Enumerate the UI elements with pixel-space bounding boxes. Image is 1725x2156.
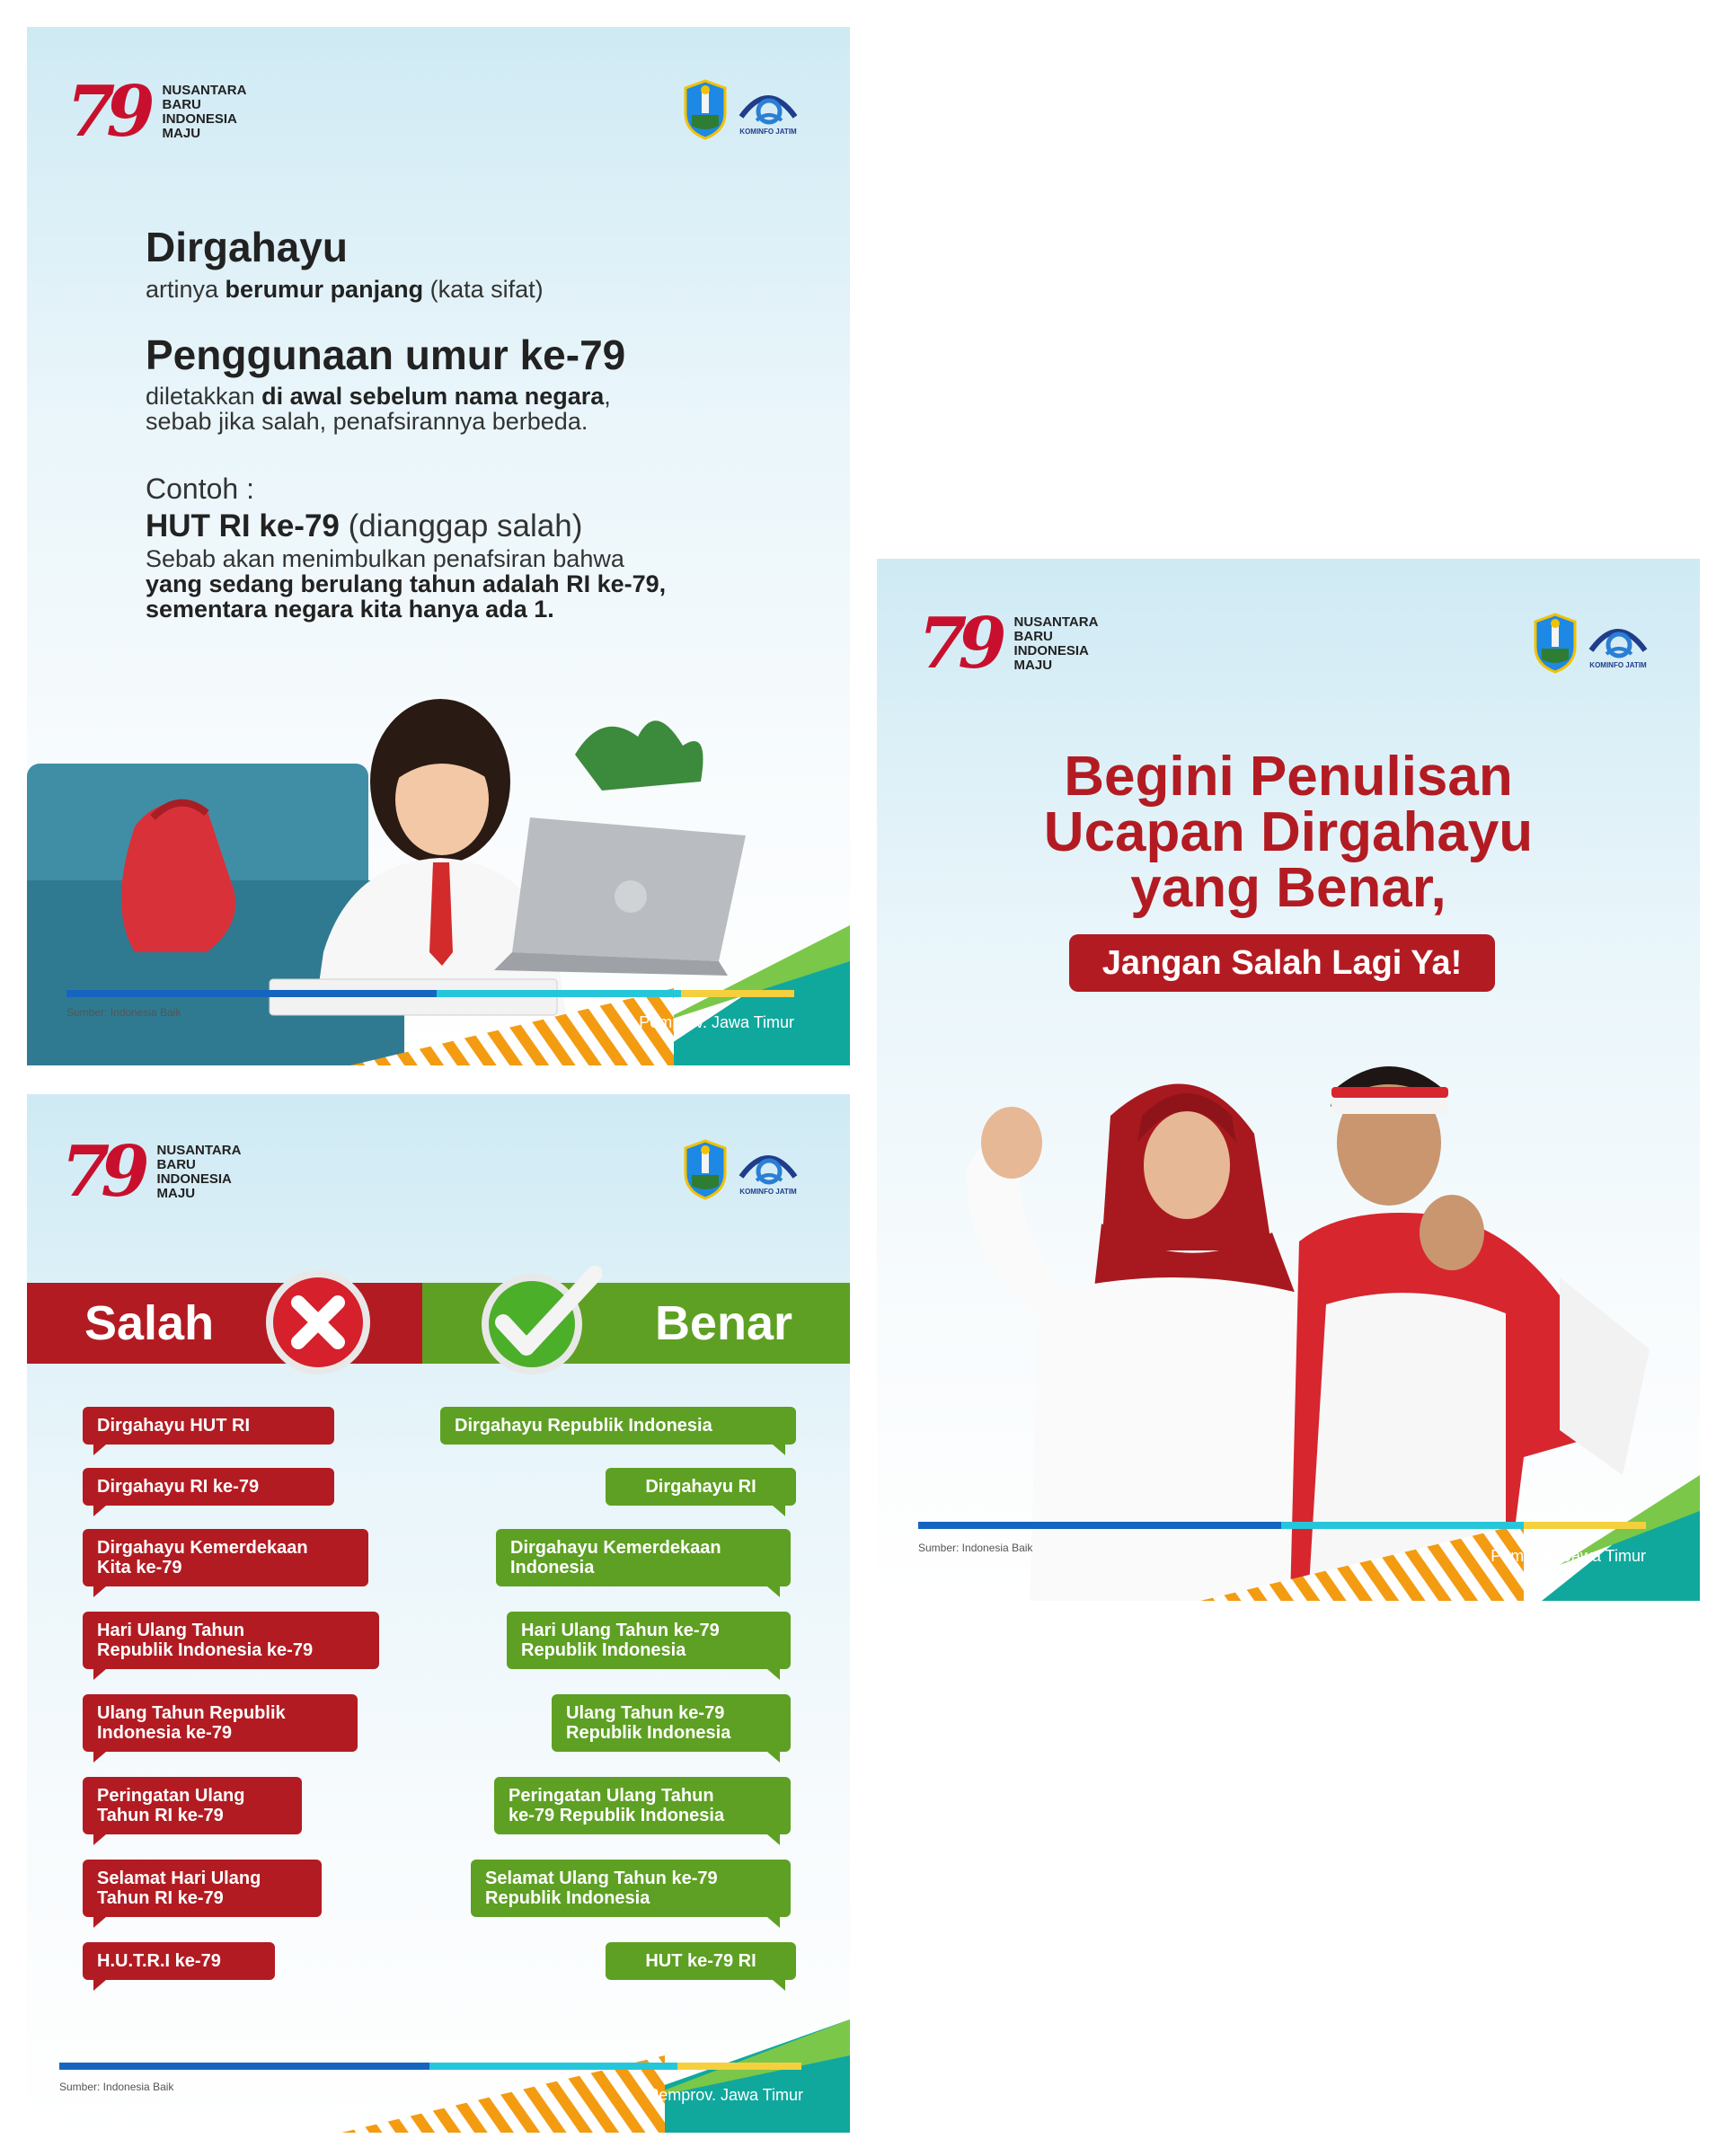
example-bold: HUT RI ke-79 [146, 508, 340, 543]
anniversary-79-logo [918, 603, 1099, 685]
logo-tagline [1014, 615, 1099, 673]
source-credit: Sumber: Indonesia Baik [66, 1006, 181, 1019]
cross-mark-icon [262, 1267, 374, 1378]
meaning-bold: berumur panjang [225, 276, 424, 303]
tagline-line: INDONESIA [156, 1171, 232, 1187]
wrong-item-text: H.U.T.R.I ke-79 [97, 1951, 221, 1971]
anniversary-79-logo [66, 71, 247, 153]
government-logos [683, 79, 800, 140]
source-credit: Sumber: Indonesia Baik [59, 2081, 174, 2093]
tagline-line: NUSANTARA [156, 1143, 242, 1158]
reason-line-1: Sebab akan menimbulkan penafsiran bahwa [146, 545, 624, 572]
kominfo-eye-icon [737, 84, 800, 126]
wrong-item [83, 1942, 275, 1980]
example-line [146, 508, 582, 544]
wrong-item-text: Selamat Hari Ulang Tahun RI ke-79 [97, 1869, 261, 1908]
tagline-line: BARU [162, 97, 201, 112]
tagline-line: MAJU [156, 1186, 196, 1201]
right-item-text: Dirgahayu Kemerdekaan Indonesia [510, 1538, 721, 1577]
example-label: Contoh : [146, 473, 254, 505]
infographic-panel-right-wrong [27, 1094, 850, 2133]
wrong-item [83, 1777, 302, 1834]
tagline-line: INDONESIA [162, 111, 237, 127]
source-credit: Sumber: Indonesia Baik [918, 1542, 1033, 1554]
footer-color-bars [918, 1522, 1646, 1529]
reason-line-3: sementara negara kita hanya ada 1. [146, 596, 554, 623]
wrong-item [83, 1468, 334, 1506]
footer-color-bars [66, 990, 794, 997]
tagline-line: NUSANTARA [1013, 614, 1099, 630]
usage-prefix: diletakkan [146, 383, 262, 410]
kominfo-logo [737, 84, 800, 136]
kominfo-logo [1587, 618, 1650, 669]
wrong-item [83, 1860, 322, 1917]
heading-dirgahayu: Dirgahayu [146, 224, 348, 270]
government-logos [1533, 613, 1650, 674]
tagline-line: INDONESIA [1013, 643, 1089, 658]
wrong-item-text: Dirgahayu HUT RI [97, 1416, 251, 1436]
hazard-stripes-decoration [350, 988, 674, 1065]
infographic-panel-meaning [27, 27, 850, 1065]
right-item-text: HUT ke-79 RI [645, 1951, 756, 1971]
wrong-item [83, 1407, 334, 1445]
kominfo-label: KOMINFO JATIM [1589, 660, 1647, 669]
meaning-text [146, 277, 544, 302]
tagline-line: MAJU [162, 126, 201, 141]
logo-tagline [157, 1144, 242, 1201]
wrong-item [83, 1612, 379, 1669]
cover-title-line-2: Ucapan Dirgahayu [1043, 801, 1534, 863]
right-item [471, 1860, 791, 1917]
wrong-label: Salah [84, 1296, 215, 1350]
meaning-prefix: artinya [146, 276, 226, 303]
logo-number: 79 [918, 603, 998, 685]
right-item-text: Hari Ulang Tahun ke-79 Republik Indonesia [521, 1621, 720, 1660]
kominfo-label: KOMINFO JATIM [739, 127, 797, 136]
wrong-item-text: Dirgahayu Kemerdekaan Kita ke-79 [97, 1538, 308, 1577]
wrong-item-text: Ulang Tahun Republik Indonesia ke-79 [97, 1703, 286, 1743]
right-item-text: Dirgahayu Republik Indonesia [455, 1416, 712, 1436]
publisher-credit: Pemprov. Jawa Timur [1491, 1547, 1646, 1565]
tagline-line: BARU [1013, 629, 1053, 644]
kominfo-eye-icon [1587, 618, 1650, 659]
heading-usage: Penggunaan umur ke-79 [146, 331, 626, 378]
right-item [440, 1407, 796, 1445]
right-item [552, 1694, 791, 1752]
hazard-stripes-decoration [1200, 1524, 1524, 1601]
reason-text [146, 546, 666, 622]
reason-line-2: yang sedang berulang tahun adalah RI ke-79, [146, 570, 667, 597]
right-item [496, 1529, 791, 1586]
cover-title-line-1: Begini Penulisan [1064, 746, 1513, 808]
right-item [494, 1777, 791, 1834]
usage-suffix: , [604, 383, 611, 410]
jatim-shield-icon [1533, 613, 1578, 674]
wrong-item-text: Hari Ulang Tahun Republik Indonesia ke-79 [97, 1621, 314, 1660]
cover-subtitle-badge: Jangan Salah Lagi Ya! [1069, 934, 1495, 992]
wrong-item-text: Dirgahayu RI ke-79 [97, 1477, 260, 1497]
right-item-text: Dirgahayu RI [645, 1477, 756, 1497]
logo-tagline [163, 84, 247, 141]
logo-number: 79 [61, 1131, 141, 1213]
right-item-text: Selamat Ulang Tahun ke-79 Republik Indonesia [485, 1869, 718, 1908]
couple-flag-illustration [877, 1008, 1700, 1601]
tagline-line: BARU [156, 1157, 196, 1172]
kominfo-eye-icon [737, 1144, 800, 1186]
publisher-credit: Pemprov. Jawa Timur [648, 2086, 803, 2104]
jatim-shield-icon [683, 1139, 728, 1200]
usage-line-2: sebab jika salah, penafsirannya berbeda. [146, 408, 588, 435]
wrong-item [83, 1694, 358, 1752]
check-mark-icon [476, 1263, 602, 1378]
jatim-shield-icon [683, 79, 728, 140]
usage-text [146, 384, 611, 434]
meaning-suffix: (kata sifat) [423, 276, 544, 303]
logo-number: 79 [66, 71, 146, 153]
usage-bold: di awal sebelum nama negara [261, 383, 605, 410]
right-item [507, 1612, 791, 1669]
wrong-item [83, 1529, 368, 1586]
publisher-credit: Pemprov. Jawa Timur [639, 1013, 794, 1031]
wrong-item-text: Peringatan Ulang Tahun RI ke-79 [97, 1786, 245, 1825]
right-item-text: Peringatan Ulang Tahun ke-79 Republik Indonesia [509, 1786, 725, 1825]
infographic-panel-cover [877, 559, 1700, 1601]
example-suffix: (dianggap salah) [339, 508, 583, 543]
footer-color-bars [59, 2063, 801, 2070]
kominfo-label: KOMINFO JATIM [739, 1187, 797, 1196]
anniversary-79-logo [61, 1131, 242, 1213]
tagline-line: MAJU [1013, 658, 1053, 673]
cover-title-line-3: yang Benar, [1130, 857, 1446, 919]
tagline-line: NUSANTARA [162, 83, 247, 98]
right-item [606, 1942, 796, 1980]
right-label: Benar [654, 1296, 792, 1350]
government-logos [683, 1139, 800, 1200]
right-item [606, 1468, 796, 1506]
kominfo-logo [737, 1144, 800, 1196]
right-item-text: Ulang Tahun ke-79 Republik Indonesia [566, 1703, 731, 1743]
